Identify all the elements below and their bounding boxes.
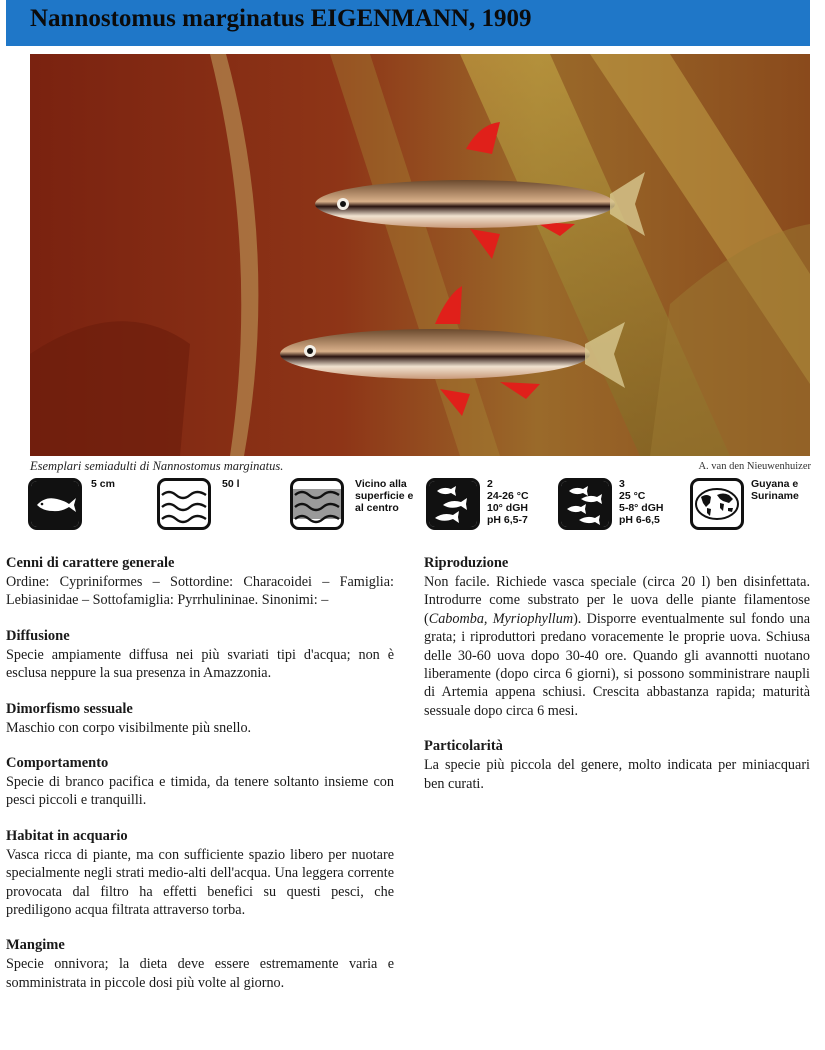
fish-group-icon [426, 478, 480, 530]
photo-caption: Esemplari semiadulti di Nannostomus marginatus. [30, 459, 284, 473]
section-reproduction [424, 554, 810, 720]
section-title: Dimorfismo sessuale [6, 700, 133, 717]
photo-credit: A. van den Nieuwenhuizer [698, 461, 811, 472]
tank-volume-label: 50 l [222, 478, 240, 490]
page-title: Nannostomus marginatus EIGENMANN, 1909 [30, 5, 532, 32]
section-title: Diffusione [6, 627, 70, 644]
left-column [6, 554, 394, 1009]
section-text: Ordine: Cypriniformes – Sottordine: Characoidei – Famiglia: Lebiasinidae – Sottofamiglia: Pyrrhulininae. Sinonimi: – [6, 574, 394, 609]
fish-photo [30, 54, 810, 456]
section-food [6, 936, 394, 992]
right-column [424, 554, 810, 810]
section-title: Riproduzione [424, 555, 509, 571]
section-text: La specie più piccola del genere, molto indicata per miniacquari ben curati. [424, 757, 810, 792]
fish-length-icon [28, 478, 82, 530]
section-title: Cenni di carattere generale [6, 555, 175, 571]
swimming-zone-icon [290, 478, 344, 530]
world-map-icon [690, 478, 744, 530]
fish-photo-illustration [30, 54, 810, 456]
water-conditions-a: 2 24-26 °C 10° dGH pH 6,5-7 [487, 478, 529, 526]
title-bar [6, 0, 810, 46]
section-title: Mangime [6, 937, 65, 954]
section-text: Specie di branco pacifica e timida, da tenere soltanto insieme con pesci piccoli e tranquilli. [6, 774, 394, 809]
section-text: Non facile. Richiede vasca speciale (circa 20 l) ben disinfettata. Introdurre come substrato per le uova delle piante filamentose (Cabomba, Myriophyllum). Disporre eventualmente sul fondo una grata; i riproduttori predano voracemente le proprie uova. Schiusa delle 30-60 uova dopo 30-40 ore. Quando gli avannotti nuotano liberamente (dopo circa 6 giorni), si possono somministrare naupli di Artemia appena schiusi. Crescita abbastanza rapida; maturità sessuale dopo circa 6 mesi. [424, 574, 810, 719]
section-text: Vasca ricca di piante, ma con sufficiente spazio libero per nuotare specialmente negli strati medio-alti dell'acqua. Una leggera corrente provocata dal filtro ha effetti benefici su questi pesci, che prediligono acqua filtrata attraverso torba. [6, 846, 394, 919]
section-text: Specie onnivora; la dieta deve essere estremamente varia e somministrata in piccole dosi più volte al giorno. [6, 956, 394, 991]
section-distribution [6, 627, 394, 683]
tank-volume-icon [157, 478, 211, 530]
section-title: Particolarità [424, 738, 503, 755]
plant-names: Cabomba, Myriophyllum [428, 610, 574, 627]
section-peculiarity [424, 737, 810, 793]
swimming-zone-label: Vicino alla superficie e al centro [355, 478, 414, 514]
section-text: Maschio con corpo visibilmente più snello. [6, 719, 252, 736]
section-behaviour [6, 754, 394, 810]
section-general [6, 554, 394, 610]
fish-size-label: 5 cm [91, 478, 115, 490]
fish-group-icon [558, 478, 612, 530]
section-title: Habitat in acquario [6, 827, 128, 844]
section-title: Comportamento [6, 755, 109, 772]
origin-label: Guyana e Suriname [751, 478, 799, 502]
section-text: Specie ampiamente diffusa nei più svariati tipi d'acqua; non è esclusa neppure la sua presenza in Amazzonia. [6, 646, 394, 682]
water-conditions-b: 3 25 °C 5-8° dGH pH 6-6,5 [619, 478, 664, 526]
section-sexual-dimorphism [6, 700, 394, 737]
section-aquarium-habitat [6, 827, 394, 920]
